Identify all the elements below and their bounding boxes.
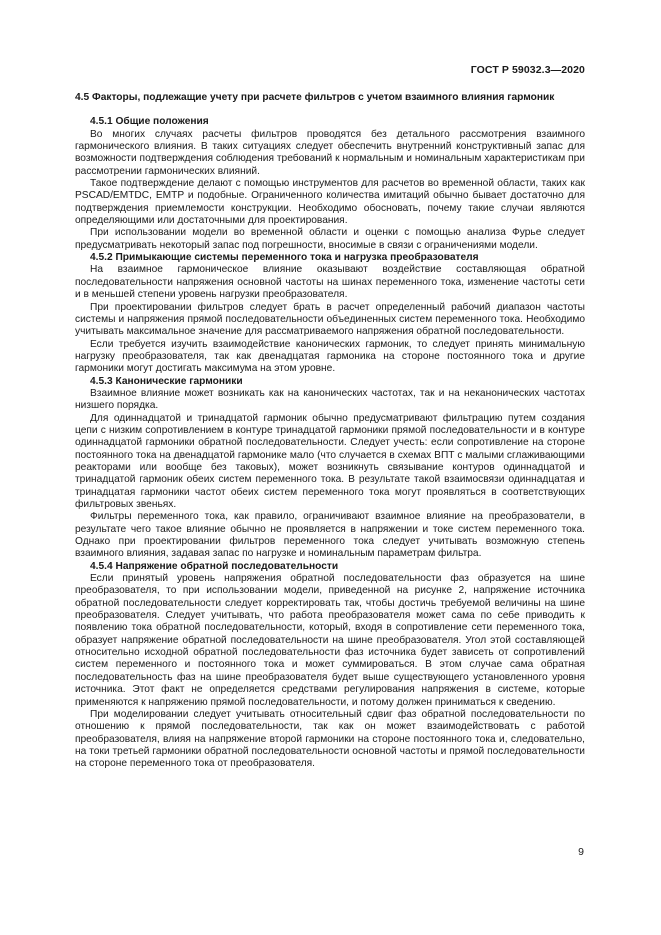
section-heading: 4.5 Факторы, подлежащие учету при расчете фильтров с учетом взаимного влияния гармоник bbox=[75, 92, 555, 103]
document-body bbox=[75, 92, 585, 771]
subsection-heading-453: 4.5.3 Канонические гармоники bbox=[90, 375, 243, 387]
paragraph: При проектировании фильтров следует брать в расчет определенный рабочий диапазон частоты системы и напряжения прямой последовательности объединенных систем переменного тока. Необходимо учитывать максимальное значение для рассматриваемого напряжения обратной последовательности. bbox=[75, 301, 585, 338]
paragraph: При моделировании следует учитывать относительный сдвиг фаз обратной последовательности по отношению к прямой последовательности, так как он может взаимодействовать с работой преобразователя, влияя на напряжение второй гармоники на стороне постоянного тока и, следовательно, на токи третьей гармоники обратной последовательности основной частоты и прямой последовательности на стороне переменного тока от преобразователя. bbox=[75, 708, 585, 770]
subsection-heading-452: 4.5.2 Примыкающие системы переменного тока и нагрузка преобразователя bbox=[90, 252, 479, 264]
paragraph: Взаимное влияние может возникать как на канонических частотах, так и на неканонических частотах низшего порядка. bbox=[75, 387, 585, 412]
paragraph: На взаимное гармоническое влияние оказывают воздействие составляющая обратной последовательности напряжения основной частоты на шинах переменного тока, изменение частоты сети и в меньшей степени уровень нагрузки преобразователя. bbox=[75, 264, 585, 301]
paragraph: Во многих случаях расчеты фильтров проводятся без детального рассмотрения взаимного гармонического влияния. В таких ситуациях следует обеспечить внутренний конструктивный запас для возможности подтверждения соблюдения требований к нормальным и номинальным характеристикам при рассмотрении гармонических влияний. bbox=[75, 128, 585, 177]
paragraph: Для одиннадцатой и тринадцатой гармоник обычно предусматривают фильтрацию путем создания цепи с низким сопротивлением в контуре тринадцатой гармоники прямой последовательности и в контуре одиннадцатой гармоники обратной последовательности. Следует учесть: если сопротивление на стороне постоянного тока на двенадцатой гармонике мало (что случается в схемах ВПТ с малыми сглаживающими реакторами или вообще без таковых), может возникнуть связывание контуров одиннадцатой и тринадцатой гармоник обеих систем переменного тока. В результате такой взаимосвязи одиннадцатая и тринадцатая гармоники частот обеих систем переменного тока могут проявляться в соответствующих фильтровых звеньях. bbox=[75, 412, 585, 510]
subsection-heading-451: 4.5.1 Общие положения bbox=[90, 116, 209, 128]
paragraph: Такое подтверждение делают с помощью инструментов для расчетов во временной области, таких как PSCAD/EMTDC, EMTP и подобные. Ограниченного количества имитаций обычно бывает достаточно для подтверждения приемлемости конструкции. Необходимо обосновать, почему такие случаи являются определяющими или достаточными для проектирования. bbox=[75, 178, 585, 227]
page-number: 9 bbox=[578, 846, 584, 858]
paragraph: Фильтры переменного тока, как правило, ограничивают взаимное влияние на преобразователи, в результате чего такое влияние обычно не проявляется в напряжении и токе систем переменного тока. Однако при проектировании фильтров переменного тока следует учитывать возможную степень взаимного влияния, задавая запас по нагрузке и номинальным параметрам фильтра. bbox=[75, 511, 585, 560]
standard-designation: ГОСТ Р 59032.3—2020 bbox=[470, 64, 585, 76]
paragraph: Если требуется изучить взаимодействие канонических гармоник, то следует принять минимальную нагрузку преобразователя, так как двенадцатая гармоника на стороне постоянного тока и другие гармоники могут достигать максимума на этом уровне. bbox=[75, 338, 585, 375]
paragraph: При использовании модели во временной области и оценки с помощью анализа Фурье следует предусматривать некоторый запас под погрешности, вносимые в связи с ограничениями модели. bbox=[75, 227, 585, 251]
subsection-heading-454: 4.5.4 Напряжение обратной последовательности bbox=[90, 560, 339, 572]
paragraph: Если принятый уровень напряжения обратной последовательности фаз образуется на шине преобразователя, то при использовании модели, приведенной на рисунке 2, напряжение источника обратной последовательности следует корректировать так, чтобы достичь требуемой величины на шине преобразователя. Следует учитывать, что работа преобразователя может сама по себе приводить к появлению тока обратной последовательности, который, входя в сопротивление сети переменного тока, образует напряжение обратной последовательности на шине преобразователя. Угол этой составляющей относительно исходной обратной последовательности фаз источника будет зависеть от сопротивлений систем переменного и постоянного тока и может суммироваться. В этом случае сама обратная последовательность фаз на шине преобразователя будет выше существующего установленного уровня источника. Этот факт не определяется средствами регулирования напряжения в системе, которые применяются к напряжению прямой последовательности, и потому должен приниматься к сведению. bbox=[75, 573, 585, 708]
